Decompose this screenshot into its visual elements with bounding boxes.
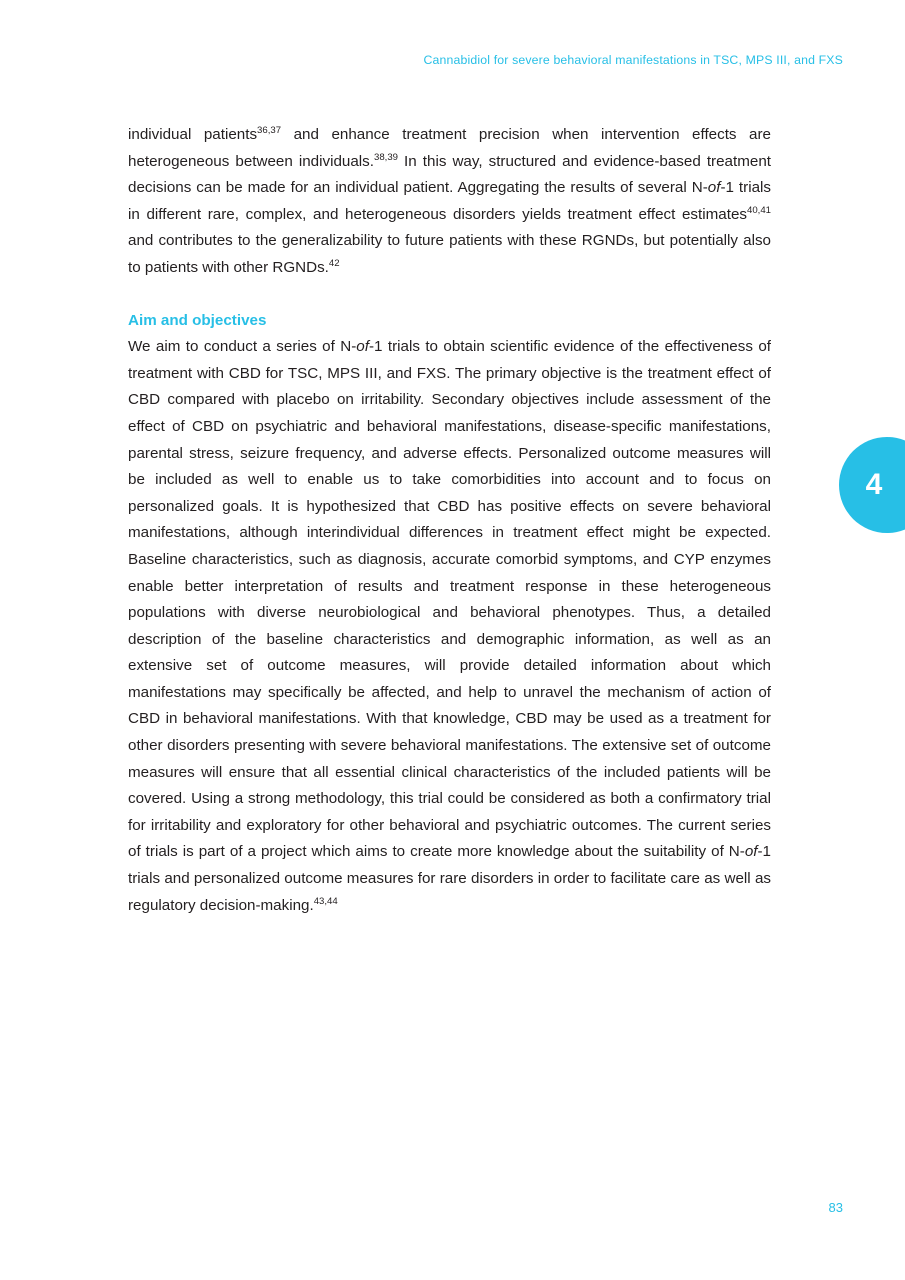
citation-ref-36-37: 36,37 — [257, 124, 282, 136]
citation-ref-38-39: 38,39 — [374, 151, 399, 163]
paragraph-intro-seg-1: individual patients — [128, 126, 258, 143]
paragraph-aim-seg-1: We aim to conduct a series of N- — [128, 338, 357, 356]
paragraph-intro-seg-3: In this way, structured and evidence-based treatment decisions can be made for an individual patient. Aggregating the results of several N- — [128, 152, 771, 197]
citation-ref-42: 42 — [328, 257, 340, 269]
citation-ref-40-41: 40,41 — [746, 204, 771, 216]
paragraph-aim-objectives — [128, 334, 771, 919]
paragraph-intro-seg-5: and contributes to the generalizability to future patients with these RGNDs, but potentially also to patients with other RGNDs. — [128, 232, 771, 276]
paragraph-aim-seg-3: -1 trials and personalized outcome measures for rare disorders in order to facilitate care as well as regulatory decision-making. — [128, 843, 771, 914]
page-content — [128, 122, 771, 919]
section-heading-aim-and-objectives: Aim and objectives — [128, 311, 267, 329]
chapter-number-badge: 4 — [839, 437, 905, 533]
citation-ref-43-44: 43,44 — [313, 895, 338, 907]
paragraph-intro-seg-2: and enhance treatment precision when intervention effects are heterogeneous between individuals. — [128, 126, 771, 170]
page-number: 83 — [828, 1200, 843, 1215]
paragraph-aim-italic-2: of — [744, 843, 758, 861]
running-head: Cannabidiol for severe behavioral manifestations in TSC, MPS III, and FXS — [423, 53, 843, 67]
paragraph-aim-italic-1: of — [356, 338, 369, 356]
paragraph-intro-italic-1: of — [707, 179, 721, 197]
paragraph-intro-seg-4: -1 trials in different rare, complex, and heterogeneous disorders yields treatment effect estimates — [128, 179, 771, 223]
paragraph-aim-seg-2: -1 trials to obtain scientific evidence of the effectiveness of treatment with CBD for TSC, MPS III, and FXS. The primary objective is the treatment effect of CBD compared with placebo on irritability. Secondary objectives include assessment of the effect of CBD on psychiatric and behavioral manifestations, disease-specific manifestations, parental stress, seizure frequency, and adverse effects. Personalized outcome measures will be included as well to enable us to take comorbidities into account and to focus on personalized goals. It is hypothesized that CBD has positive effects on severe behavioral manifestations, although interindividual differences in treatment effect might be expected. Baseline characteristics, such as diagnosis, accurate comorbid symptoms, and CYP enzymes enable better interpretation of results and treatment response in these heterogeneous populations with diverse neurobiological and behavioral phenotypes. Thus, a detailed description of the baseline characteristics and demographic information, as well as an extensive set of outcome measures, will provide detailed information about which manifestations may specifically be affected, and help to unravel the mechanism of action of CBD in behavioral manifestations. With that knowledge, CBD may be used as a treatment for other disorders presenting with severe behavioral manifestations. The extensive set of outcome measures will ensure that all essential clinical characteristics of the included patients will be covered. Using a strong methodology, this trial could be considered as both a confirmatory trial for irritability and exploratory for other behavioral and psychiatric outcomes. The current series of trials is part of a project which aims to create more knowledge about the suitability of N- — [128, 338, 771, 861]
paragraph-intro — [128, 122, 771, 282]
